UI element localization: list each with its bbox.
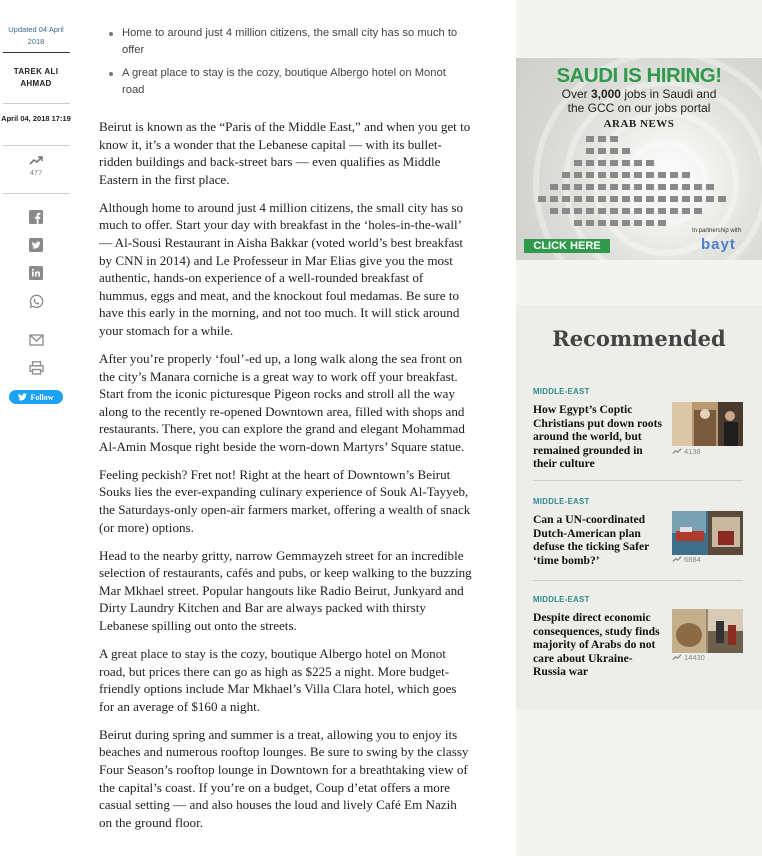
- recommended-headline[interactable]: How Egypt’s Coptic Christians put down roots around the world, but remained grounded in their culture: [533, 403, 662, 470]
- key-point: Home to around just 4 million citizens, the small city has so much to offer: [107, 25, 467, 58]
- paragraph: Head to the nearby gritty, narrow Gemmayzeh street for an incredible selection of restaurants, cafés and pubs, or keep walking to the buzzing Mar Mkhael street. Popular hangouts like Radio Beirut, Junkyard and Dirty Laundry Kitchen and Bar are always packed with thirsty Lebanese spilling out onto the streets.: [99, 547, 472, 633]
- trending-icon: [672, 654, 682, 661]
- whatsapp-icon: [29, 294, 44, 309]
- view-count-value: 477: [29, 168, 43, 177]
- publish-date: April 04, 2018 17:19: [1, 114, 71, 123]
- trending-icon: [29, 156, 43, 166]
- twitter-icon: [29, 238, 43, 252]
- divider: [3, 52, 70, 53]
- ad-partner-label: In partnership with: [692, 228, 742, 234]
- recommended-item[interactable]: [533, 497, 743, 567]
- facebook-icon: [29, 210, 43, 224]
- email-icon: [29, 334, 44, 346]
- key-points-list: [107, 25, 467, 105]
- divider: [3, 145, 70, 146]
- author-name[interactable]: TAREK ALI AHMAD: [13, 67, 59, 88]
- divider: [533, 480, 743, 481]
- linkedin-icon: [29, 266, 43, 280]
- share-whatsapp-button[interactable]: [0, 294, 72, 309]
- recommended-headline[interactable]: Can a UN-coordinated Dutch-American plan defuse the ticking Safer ‘time bomb?’: [533, 513, 650, 567]
- ad-banner[interactable]: [516, 58, 762, 260]
- share-linkedin-button[interactable]: [0, 266, 72, 280]
- print-icon: [29, 361, 44, 375]
- share-facebook-button[interactable]: [0, 210, 72, 224]
- ad-subheadline: Over 3,000 jobs in Saudi and the GCC on our jobs portal: [561, 87, 717, 115]
- view-count: 14430: [672, 653, 705, 662]
- share-twitter-button[interactable]: [0, 238, 72, 252]
- twitter-bird-icon: [18, 393, 27, 401]
- recommended-item[interactable]: [533, 595, 743, 685]
- updated-date: Updated 04 April 2018: [8, 25, 64, 46]
- divider: [3, 103, 70, 104]
- divider: [533, 580, 743, 581]
- paragraph: Although home to around just 4 million citizens, the small city has so much to offer. Start your day with breakfast in the ‘holes-in-the-wall’ — Al-Sousi Restaurant in Aisha Bakkar (voted world’s best breakfast by CNN in 2014) and Le Professeur in Mar Elias give you the most authentic, hands-on experience of a well-rounded breakfast of hummus, eggs and meat, and the knockout foul medamas. Be sure to have this early in the morning, and not too much. It will stick around your stomach for a while.: [99, 199, 464, 338]
- view-count: [0, 156, 72, 177]
- article-text: [99, 118, 472, 842]
- category-label[interactable]: MIDDLE-EAST: [533, 497, 590, 506]
- recommended-thumbnail[interactable]: [672, 609, 743, 653]
- recommended-headline[interactable]: Despite direct economic consequences, study finds majority of Arabs do not care about Ukraine-Russia war: [533, 611, 660, 678]
- follow-label: Follow: [30, 392, 54, 402]
- view-count: 6884: [672, 555, 701, 564]
- view-count: 4138: [672, 447, 701, 456]
- ad-brand-logo: ARAB NEWS: [603, 118, 675, 130]
- category-label[interactable]: MIDDLE-EAST: [533, 595, 590, 604]
- recommended-thumbnail[interactable]: [672, 511, 743, 555]
- paragraph: Beirut during spring and summer is a treat, allowing you to enjoy its beaches and numerous rooftop lounges. Be sure to swing by the classy Four Season’s rooftop lounge in Downtown for a breathtaking view of the capital’s coast. If you’re on a budget, Coup d’etat offers a more casual setting — and also houses the loud and lively Café Em Nazih on the ground floor.: [99, 726, 469, 830]
- category-label[interactable]: MIDDLE-EAST: [533, 387, 590, 396]
- divider: [3, 193, 70, 194]
- recommended-thumbnail[interactable]: [672, 402, 743, 446]
- key-point: A great place to stay is the cozy, boutique Albergo hotel on Monot road: [107, 65, 467, 98]
- print-button[interactable]: [0, 361, 72, 375]
- paragraph: After you’re properly ‘foul’-ed up, a long walk along the sea front on the city’s Manara corniche is a great way to work off your breakfast. Start from the iconic picturesque Pigeon rocks and stroll all the way along to the recently re-opened Downtown area, filled with shops and restaurants. There, you can explore the grand and elegant Mohammad Al-Amin Mosque right beside the worn-down Martyrs’ Square statue.: [99, 350, 465, 454]
- paragraph: Feeling peckish? Fret not! Right at the heart of Downtown’s Beirut Souks lies the ever-expanding culinary experience of Souk Al-Tayyeb, the Saturdays-only open-air farmers market, offering a wealth of snack (or more) options.: [99, 466, 471, 535]
- paragraph: Beirut is known as the “Paris of the Middle East,” and when you get to know it, it’s a wonder that the Lebanese capital — with its bullet-ridden buildings and back-street bars — even qualifies as Middle Eastern in the first place.: [99, 119, 471, 187]
- share-email-button[interactable]: [0, 334, 72, 346]
- recommended-title: Recommended: [552, 326, 726, 351]
- ad-cta-button[interactable]: CLICK HERE: [524, 239, 610, 253]
- ad-partner-logo: bayt: [701, 236, 736, 253]
- ad-headline: SAUDI IS HIRING!: [556, 64, 722, 87]
- twitter-follow-button[interactable]: [9, 390, 63, 404]
- trending-icon: [672, 448, 682, 455]
- paragraph: A great place to stay is the cozy, boutique Albergo hotel on Monot road, but prices there can go as high as $225 a night. More budget-friendly options include Mar Mkhael’s Villa Clara hotel, which goes for an average of $160 a night.: [99, 645, 457, 714]
- trending-icon: [672, 556, 682, 563]
- recommended-item[interactable]: [533, 387, 743, 470]
